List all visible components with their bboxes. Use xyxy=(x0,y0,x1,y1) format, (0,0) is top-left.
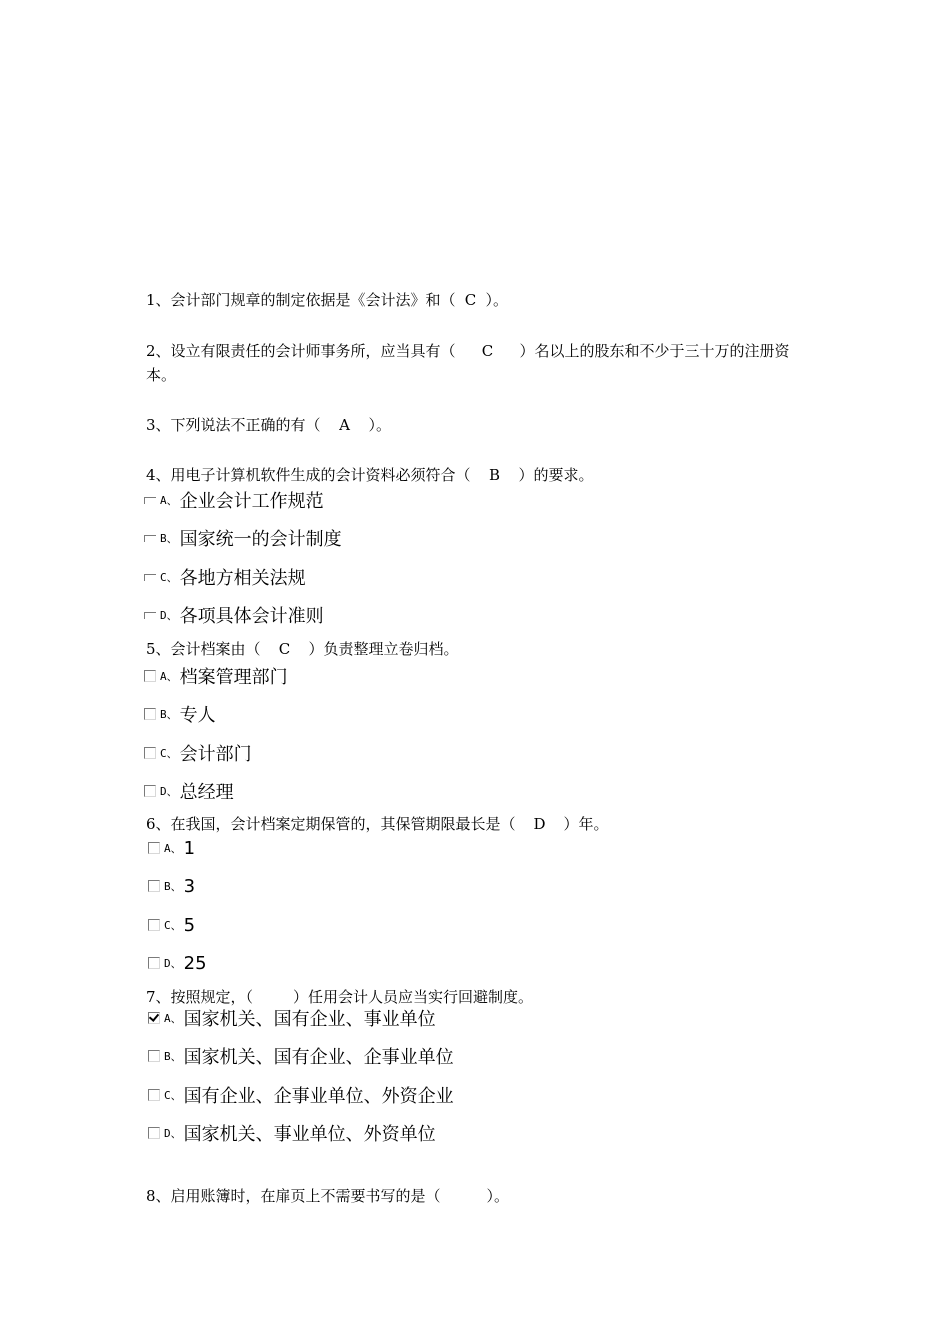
question-1 xyxy=(146,288,508,312)
question-7-text: 7、按照规定，（ xyxy=(146,988,254,1006)
option-text: 档案管理部门 xyxy=(179,667,288,688)
question-4-answer: B xyxy=(489,466,501,484)
question-4-option-a[interactable] xyxy=(144,488,324,512)
question-2-answer: C xyxy=(481,342,494,360)
question-1-answer: C xyxy=(464,291,477,309)
option-text: 国家统一的会计制度 xyxy=(179,529,342,550)
option-text: 国家机关、国有企业、事业单位 xyxy=(183,1009,436,1030)
question-4-option-d[interactable] xyxy=(144,603,324,627)
question-5-answer: C xyxy=(278,640,291,658)
option-text: 企业会计工作规范 xyxy=(179,491,324,512)
option-letter: B、 xyxy=(160,532,178,545)
checkbox[interactable] xyxy=(148,1127,160,1139)
checkbox[interactable] xyxy=(148,957,160,969)
question-6-text: 6、在我国，会计档案定期保管的，其保管期限最长是（ xyxy=(146,815,516,833)
question-3-text: 3、下列说法不正确的有（ xyxy=(146,416,321,434)
question-6-option-a[interactable] xyxy=(148,836,195,860)
checkbox[interactable] xyxy=(148,880,160,892)
question-5-text: 5、会计档案由（ xyxy=(146,640,261,658)
option-letter: C、 xyxy=(160,571,178,584)
question-7-suffix: ）任用会计人员应当实行回避制度。 xyxy=(293,988,534,1006)
question-8-suffix: ）。 xyxy=(486,1187,510,1205)
question-6-suffix: ）年。 xyxy=(563,815,609,833)
question-2-text: 2、设立有限责任的会计师事务所，应当具有（ xyxy=(146,342,456,360)
option-letter: A、 xyxy=(160,670,178,683)
option-text: 各地方相关法规 xyxy=(179,568,306,589)
question-5-suffix: ）负责整理立卷归档。 xyxy=(308,640,459,658)
option-letter: A、 xyxy=(164,1012,182,1025)
option-letter: D、 xyxy=(160,785,178,798)
option-letter: D、 xyxy=(160,609,178,622)
option-letter: A、 xyxy=(164,842,182,855)
question-4-option-b[interactable] xyxy=(144,526,342,550)
question-3-answer: A xyxy=(339,416,350,434)
question-5-option-b[interactable] xyxy=(144,702,216,726)
question-6-option-b[interactable] xyxy=(148,874,195,898)
checkbox[interactable] xyxy=(148,842,160,854)
question-6-option-c[interactable] xyxy=(148,913,195,937)
checkbox[interactable] xyxy=(144,612,156,619)
question-6-option-d[interactable] xyxy=(148,951,207,975)
question-7-option-d[interactable] xyxy=(148,1121,436,1145)
question-2-suffix: ）名以上的股东和不少于三十万的注册资本。 xyxy=(146,342,790,384)
option-letter: C、 xyxy=(164,919,182,932)
checkbox[interactable] xyxy=(148,1089,160,1101)
checkbox[interactable] xyxy=(144,535,156,542)
question-4-text: 4、用电子计算机软件生成的会计资料必须符合（ xyxy=(146,466,471,484)
question-1-text: 1、会计部门规章的制定依据是《会计法》和（ xyxy=(146,291,456,309)
option-text: 总经理 xyxy=(179,782,234,803)
question-7-option-b[interactable] xyxy=(148,1044,454,1068)
option-letter: D、 xyxy=(164,957,182,970)
option-text: 会计部门 xyxy=(179,744,252,765)
option-letter: B、 xyxy=(164,880,182,893)
question-5-option-a[interactable] xyxy=(144,664,288,688)
question-1-suffix: ）。 xyxy=(485,291,509,309)
checkbox[interactable] xyxy=(144,670,156,682)
option-text: 各项具体会计准则 xyxy=(179,606,324,627)
checkbox[interactable] xyxy=(144,785,156,797)
question-8-text: 8、启用账簿时，在扉页上不需要书写的是（ xyxy=(146,1187,441,1205)
question-5-option-c[interactable] xyxy=(144,741,252,765)
question-3 xyxy=(146,413,391,437)
option-letter: B、 xyxy=(164,1050,182,1063)
option-letter: C、 xyxy=(160,747,178,760)
question-4 xyxy=(146,463,594,487)
question-7-option-a[interactable] xyxy=(148,1006,436,1030)
checkbox[interactable] xyxy=(144,708,156,720)
checkbox[interactable] xyxy=(144,574,156,581)
checkbox[interactable] xyxy=(148,919,160,931)
option-text: 国有企业、企事业单位、外资企业 xyxy=(183,1086,454,1107)
question-6 xyxy=(146,812,609,836)
question-2 xyxy=(146,339,816,387)
option-text: 5 xyxy=(183,914,196,936)
question-5 xyxy=(146,637,459,661)
option-text: 专人 xyxy=(179,705,216,726)
question-4-suffix: ）的要求。 xyxy=(518,466,594,484)
checkbox[interactable] xyxy=(148,1050,160,1062)
option-letter: C、 xyxy=(164,1089,182,1102)
checkbox-checked[interactable] xyxy=(148,1012,160,1024)
checkbox[interactable] xyxy=(144,497,156,504)
option-text: 1 xyxy=(183,837,196,859)
question-7-option-c[interactable] xyxy=(148,1083,454,1107)
question-4-option-c[interactable] xyxy=(144,565,306,589)
checkbox[interactable] xyxy=(144,747,156,759)
option-text: 国家机关、国有企业、企事业单位 xyxy=(183,1047,454,1068)
option-text: 3 xyxy=(183,875,196,897)
question-6-answer: D xyxy=(533,815,546,833)
option-letter: B、 xyxy=(160,708,178,721)
option-letter: D、 xyxy=(164,1127,182,1140)
option-text: 国家机关、事业单位、外资单位 xyxy=(183,1124,436,1145)
option-text: 25 xyxy=(183,952,207,974)
question-8 xyxy=(146,1184,509,1208)
question-3-suffix: ）。 xyxy=(368,416,392,434)
option-letter: A、 xyxy=(160,494,178,507)
question-5-option-d[interactable] xyxy=(144,779,234,803)
